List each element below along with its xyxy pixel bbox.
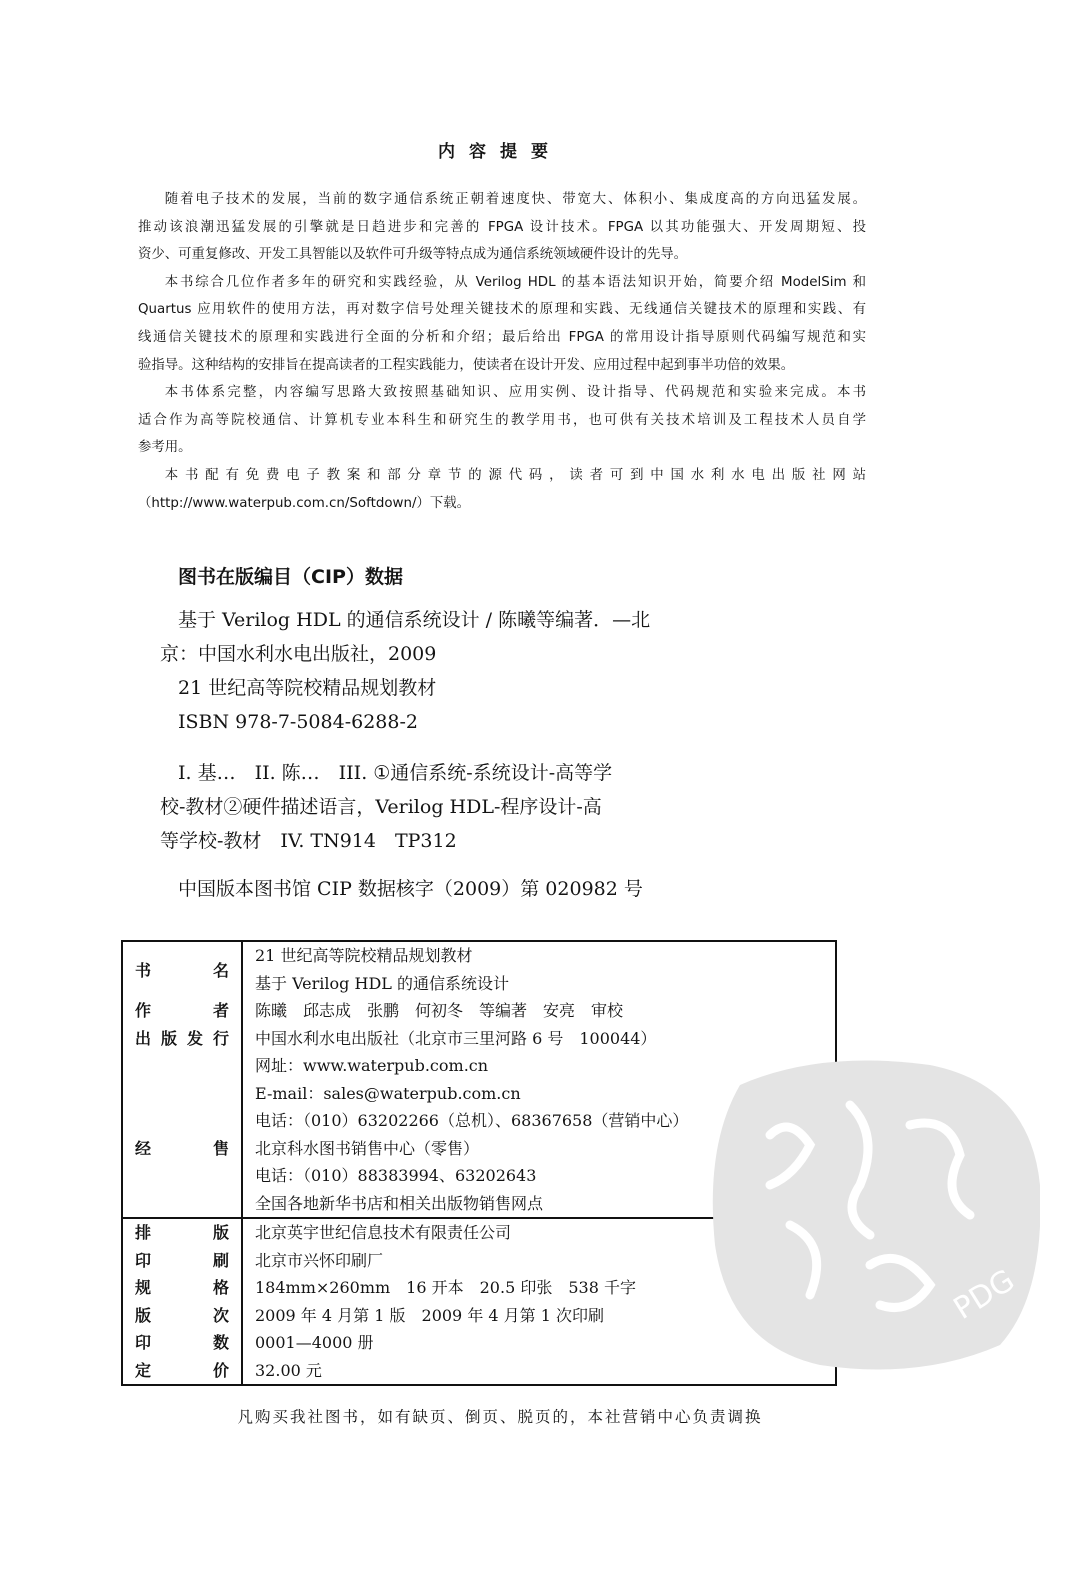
cip-record-line: 基于 Verilog HDL 的通信系统设计 / 陈曦等编著．—北	[178, 609, 651, 631]
cip-record-line: ISBN 978-7-5084-6288-2	[178, 711, 418, 733]
label-spacer	[123, 1052, 241, 1080]
label-specification: 规格	[135, 1278, 229, 1297]
label-book-title: 书名	[135, 960, 229, 980]
cip-classification	[160, 756, 720, 858]
value-typesetting: 北京英宇世纪信息技术有限责任公司	[255, 1223, 512, 1242]
abstract-line: 本书体系完整，内容编写思路大致按照基础知识、应用实例、设计指导、代码规范和实验来完成。本书	[164, 385, 866, 401]
cip-classification-line: 校-教材②硬件描述语言，Verilog HDL-程序设计-高	[160, 796, 602, 818]
abstract-line: （http://www.waterpub.com.cn/Softdown/）下载。	[138, 495, 471, 511]
value-email: E-mail：sales@waterpub.com.cn	[255, 1083, 521, 1103]
label-distributor: 经售	[135, 1138, 229, 1158]
value-specification: 184mm×260mm 16 开本 20.5 印张 538 千字	[255, 1278, 636, 1297]
abstract-line: 本书综合几位作者多年的研究和实践经验，从 Verilog HDL 的基本语法知识开始，简要介绍 ModelSim 和	[164, 274, 866, 290]
abstract-body	[138, 186, 866, 517]
info-labels-lower	[122, 1218, 242, 1385]
abstract-line: 推动该浪潮迅猛发展的引擎就是日趋进步和完善的 FPGA 设计技术。FPGA 以其功能强大、开发周期短、投	[138, 219, 866, 235]
value-website: 网址：www.waterpub.com.cn	[255, 1056, 489, 1075]
value-book-title: 基于 Verilog HDL 的通信系统设计	[255, 973, 509, 993]
label-spacer	[123, 1107, 241, 1135]
abstract-line: 参考用。	[138, 440, 192, 456]
cip-record-line: 21 世纪高等院校精品规划教材	[178, 677, 437, 699]
label-publisher: 出版发行	[135, 1028, 229, 1048]
pdg-watermark-seal	[700, 1045, 1040, 1375]
info-labels	[122, 941, 242, 1218]
value-distributor: 北京科水图书销售中心（零售）	[255, 1138, 480, 1158]
cip-classification-line: 等学校-教材 IV. TN914 TP312	[160, 830, 457, 852]
value-series: 21 世纪高等院校精品规划教材	[255, 946, 473, 965]
label-print-run: 印数	[135, 1333, 229, 1352]
label-spacer	[123, 1080, 241, 1108]
abstract-line: Quartus 应用软件的使用方法，再对数字信号处理关键技术的原理和实践、无线通信关键技术的原理和实践、有	[138, 302, 866, 318]
abstract-title: 内容提要	[438, 142, 562, 162]
cip-approval: 中国版本图书馆 CIP 数据核字（2009）第 020982 号	[178, 878, 643, 900]
label-spacer	[123, 1162, 241, 1190]
abstract-paragraph	[138, 379, 866, 462]
abstract-line: 随着电子技术的发展，当前的数字通信系统正朝着速度快、带宽大、体积小、集成度高的方向迅猛发展。	[164, 192, 866, 207]
abstract-line: 适合作为高等院校通信、计算机专业本科生和研究生的教学用书，也可供有关技术培训及工程技术人员自学	[138, 412, 866, 428]
abstract-line: 资少、可重复修改、开发工具智能以及软件可升级等特点成为通信系统领域硬件设计的先导。	[138, 247, 688, 263]
watermark-label: PDG	[947, 1262, 1021, 1327]
value-printing: 北京市兴怀印刷厂	[255, 1250, 384, 1270]
value-phone: 电话：（010）63202266（总机）、68367658（营销中心）	[255, 1111, 689, 1130]
cip-record	[160, 603, 720, 739]
cip-classification-line: I. 基… II. 陈… III. ①通信系统-系统设计-高等学	[178, 762, 613, 784]
value-edition: 2009 年 4 月第 1 版 2009 年 4 月第 1 次印刷	[255, 1305, 605, 1325]
value-distributor-phone: 电话：（010）88383994、63202643	[255, 1166, 537, 1185]
abstract-paragraph	[138, 462, 866, 517]
cip-heading: 图书在版编目（CIP）数据	[178, 566, 403, 588]
value-print-run: 0001—4000 册	[255, 1333, 374, 1352]
value-price: 32.00 元	[255, 1360, 322, 1380]
cip-record-line: 京：中国水利水电出版社，2009	[160, 643, 437, 665]
footer-note: 凡购买我社图书，如有缺页、倒页、脱页的，本社营销中心负责调换	[237, 1408, 763, 1426]
watermark-blob	[713, 1061, 1040, 1370]
label-edition: 版次	[135, 1305, 229, 1325]
label-spacer	[123, 1190, 241, 1218]
abstract-line: 线通信关键技术的原理和实践进行全面的分析和介绍；最后给出 FPGA 的常用设计指导原则代码编写规范和实	[138, 329, 866, 345]
abstract-paragraph	[138, 269, 866, 379]
label-printing: 印刷	[135, 1250, 229, 1270]
value-retail-network: 全国各地新华书店和相关出版物销售网点	[255, 1193, 544, 1213]
abstract-paragraph	[138, 186, 866, 269]
label-price: 定价	[135, 1360, 229, 1380]
label-author: 作者	[135, 1001, 229, 1020]
abstract-line: 验指导。这种结构的安排旨在提高读者的工程实践能力，使读者在设计开发、应用过程中起到事半功倍的效果。	[138, 357, 795, 373]
abstract-line: 本书配有免费电子教案和部分章节的源代码，读者可到中国水利水电出版社网站	[164, 467, 866, 483]
value-author: 陈曦 邱志成 张鹏 何初冬 等编著 安亮 审校	[255, 1001, 624, 1020]
label-typesetting: 排版	[135, 1223, 229, 1242]
value-publisher: 中国水利水电出版社（北京市三里河路 6 号 100044）	[255, 1028, 657, 1048]
